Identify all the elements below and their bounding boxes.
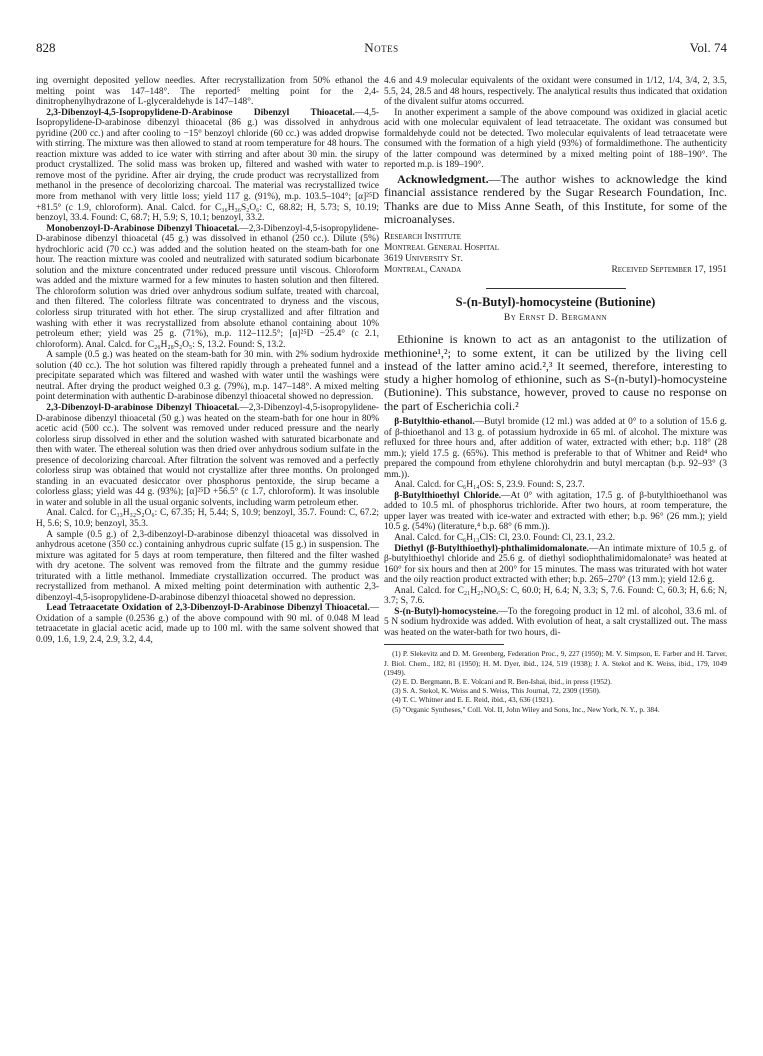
- right-top-paragraphs: [384, 76, 727, 171]
- paragraph-text: —Oxidation of a sample (0.2536 g.) of the above compound with 90 ml. of 0.048 M lead tetraacetate in glacial acetic acid, made up to 100 ml. with the same solvent showed that 0.09, 1.6, 1.9, 2.4, 2.9, 3.2, 4.4,: [36, 603, 379, 645]
- article-title: S-(n-Butyl)-homocysteine (Butionine): [455, 295, 656, 310]
- affiliation-block: [384, 232, 727, 276]
- paragraph-text: Anal. Calcd. for C₆H₁₄OS: S, 23.9. Found: S, 23.7.: [394, 480, 585, 491]
- running-header: [36, 40, 727, 60]
- paragraph-text: —2,3-Dibenzoyl-4,5-isopropylidene-D-arabinose dibenzyl thioacetal (50 g.) was heated on the steam-bath for one hour in 80% acetic acid (500 cc.). The solvent was removed under reduced pressure and the nearly colorless sirup dissolved in ether and the solution washed with saturated bicarbonate and then with water. The ethereal solution was then dried over anhydrous sodium sulfate in the presence of decolorizing charcoal. After filtration the solvent was removed and a perfectly colorless sirup was obtained that would not crystallize after three months. On prolonged standing in an evacuated desiccator over phosphorus pentoxide, the sirup became a colorless glass; yield was 44 g. (93%); [α]²⁵D +56.5° (c 1.7, chloroform). It was insoluble in water and soluble in all the usual organic solvents, including warm petroleum ether.: [36, 402, 379, 508]
- paragraph-heading: 2,3-Dibenzoyl-D-arabinose Dibenzyl Thioacetal.: [46, 402, 240, 413]
- paragraph-text: In another experiment a sample of the above compound was oxidized in glacial acetic acid with one molecular equivalent of lead tetraacetate. The oxidant was consumed but formaldehyde could not be detected. Two molecular equivalents of lead tetraacetate were consumed with the formation of a high yield (93%) of formaldimethone. The authenticity of the latter compound was determined by a mixed melting point of 188–190°. The reported m.p. is 189–190°.: [384, 107, 727, 171]
- article-author: By Ernst D. Bergmann: [503, 312, 608, 323]
- paragraph-text: A sample (0.5 g.) was heated on the steam-bath for 30 min. with 2% sodium hydroxide solution (40 cc.). The hot solution was filtered rapidly through a preheated funnel and a precipitate separated which was filtered and washed with water until the washings were neutral. After drying the product weighed 0.3 g. (79%), m.p. 147–148°. A mixed melting point determination with authentic D-arabinose dibenzyl thioacetal showed no depression.: [36, 350, 379, 403]
- acknowledgment-text: —The author wishes to acknowledge the kind financial assistance rendered by the Sugar Research Foundation, Inc. Thanks are due to Miss Anne Seath, of this Institute, for some of the microanalyses.: [384, 171, 727, 226]
- acknowledgment: [384, 173, 727, 226]
- paragraph-text: 4.6 and 4.9 molecular equivalents of the oxidant were consumed in 1/12, 1/4, 3/4, 2, 3.5, 5.5, 24, 28.5 and 48 hours, respectively. The analytical results thus indicated that oxidation of the divalent sulfur atoms occurred.: [384, 76, 727, 108]
- footnote: (4) T. C. Whitner and E. E. Reid, ibid., 43, 636 (1921).: [392, 695, 554, 705]
- section-divider: [486, 288, 626, 289]
- footnote: (2) E. D. Bergmann, B. E. Volcani and R. Ben-Ishai, ibid., in press (1952).: [392, 677, 612, 687]
- paragraph-text: —2,3-Dibenzoyl-4,5-isopropylidene-D-arabinose dibenzyl thioacetal (45 g.) was dissolved in ethanol (250 cc.). Dilute (5%) hydrochloric acid (70 cc.) was added and the solution heated on the steam-bath for one hour. The reaction mixture was cooled and neutralized with saturated sodium bicarbonate solution and the mixture concentrated under reduced pressure until viscous. Chloroform was added and the mixture warmed for a few minutes to hasten solution and then filtered. The chloroform solution was dried over anhydrous sodium sulfate, treated with charcoal, and then filtered. The colorless filtrate was concentrated to dryness and the viscous, colorless sirup triturated with hot ether. The sirup crystallized and after filtration and washing with ether it was recrystallized from absolute ethanol containing about 10% petroleum ether; yield was 25 g. (71%), m.p. 112–112.5°; [α]²⁵D −25.4° (c 2.1, chloroform). Anal. Calcd. for C₂₆H₂₈S₂O₅: S, 13.2. Found: S, 13.2.: [36, 223, 379, 350]
- paragraph: [384, 76, 727, 108]
- affiliation-line-2: Montreal General Hospital: [384, 243, 500, 254]
- paragraph: [384, 491, 727, 533]
- article-intro: [384, 333, 727, 413]
- paragraph: [384, 607, 727, 639]
- paragraph-text: —An intimate mixture of 10.5 g. of β-butylthioethyl chloride and 25.6 g. of diethyl sodiophthalimidomalonate⁵ was heated at 160° for six hours and then at 200° for 15 minutes. The mass was triturated with hot water and the oily reaction product extracted with ether; b.p. 265–270° (13 mm.); yield 12.6 g.: [384, 543, 727, 586]
- paragraph-heading: Lead Tetraacetate Oxidation of 2,3-Dibenzoyl-D-Arabinose Dibenzyl Thioacetal.: [46, 603, 370, 614]
- paragraph: [36, 508, 379, 529]
- paragraph-heading: Diethyl (β-Butylthioethyl)-phthalimidomalonate.: [394, 543, 589, 554]
- footnote: (3) S. A. Stekol, K. Weiss and S. Weiss, This Journal, 72, 2309 (1950).: [392, 686, 601, 696]
- paragraph-heading: 2,3-Dibenzoyl-4,5-Isopropylidene-D-Arabinose Dibenzyl Thioacetal.: [46, 107, 355, 118]
- paragraph-heading: β-Butylthio-ethanol.: [394, 416, 475, 427]
- paragraph-text: Anal. Calcd. for C₃₃H₃₂S₂O₆: C, 67.35; H, 5.44; S, 10.9; benzoyl, 35.7. Found: C, 67.2; H, 5.6; S, 10.9; benzoyl, 35.3.: [36, 508, 379, 529]
- paragraph: [36, 530, 379, 604]
- volume-label: Vol. 74: [689, 40, 727, 55]
- paragraph-text: —At 0° with agitation, 17.5 g. of β-butylthioethanol was added to 10.5 ml. of phosphorus trichloride. After two hours, at room temperature, the upper layer was treated with ice-water and extracted with ether; b.p. 96° (26 mm.); yield 10.5 g. (54%) (literature,⁴ b.p. 68° (6 mm.)).: [384, 490, 727, 533]
- right-column: [384, 76, 727, 714]
- received-date: Received September 17, 1951: [611, 265, 727, 276]
- paragraph: [36, 603, 379, 645]
- right-body-paragraphs: [384, 417, 727, 638]
- left-column: [36, 76, 379, 646]
- paragraph-text: —4,5-Isopropylidene-D-arabinose dibenzyl thioacetal (86 g.) was dissolved in anhydrous pyridine (200 cc.) and after cooling to −15° benzoyl chloride (60 cc.) was added dropwise with stirring. The mixture was then allowed to stand at room temperature for 48 hours. The reaction mixture was added to ice water with stirring and after about 30 min. the sirupy product crystallized. The solid mass was broken up, filtered and washed with water to remove most of the pyridine. After air drying, the crude product was recrystallized from methanol in the presence of decolorizing charcoal. The material was recrystallized twice more from methanol with very little loss; yield 117 g. (91%), m.p. 103.5–104°; [α]²⁵D +81.5° (c 1.9, chloroform). Anal. Calcd. for C₃₆H₃₆S₂O₆: C, 68.82; H, 5.73; S, 10.19; benzoyl, 33.4. Found: C, 68.7; H, 5.9; S, 10.1; benzoyl, 33.2.: [36, 107, 379, 224]
- affiliation-line-1: Research Institute: [384, 232, 462, 243]
- paragraph: [384, 108, 727, 171]
- paragraph: [36, 108, 379, 224]
- page-number: 828: [36, 40, 56, 55]
- paragraph-heading: β-Butylthioethyl Chloride.: [394, 490, 502, 501]
- paragraph-heading: S-(n-Butyl)-homocysteine.: [394, 606, 499, 617]
- paragraph: [36, 76, 379, 108]
- paragraph: [384, 533, 727, 544]
- footnote: (5) "Organic Syntheses," Coll. Vol. II, John Wiley and Sons, Inc., New York, N. Y., p. 384.: [392, 704, 660, 714]
- paragraph-text: ing overnight deposited yellow needles. After recrystallization from 50% ethanol the melting point was 147–148°. The reported⁵ melting point for the 2,4-dinitrophenylhydrazone of L-glyceraldehyde is 147–148°.: [36, 76, 379, 108]
- section-title: Notes: [364, 40, 399, 55]
- acknowledgment-heading: Acknowledgment.: [397, 171, 489, 186]
- paragraph-text: A sample (0.5 g.) of 2,3-dibenzoyl-D-arabinose dibenzyl thioacetal was dissolved in anhydrous acetone (350 cc.) containing anhydrous cupric sulfate (15 g.) in suspension. The mixture was agitated for 5 days at room temperature, then filtered and the filter washed with dry acetone. The solvent was removed from the filtrate and the gummy residue triturated with a little methanol. Immediate crystallization occurred. The product was recrystallized from methanol. A mixed melting point determination with authentic 2,3-dibenzoyl-4,5-isopropylidene-D-arabinose dibenzyl thioacetal showed no depression.: [36, 529, 379, 603]
- paragraph: [36, 224, 379, 351]
- paragraph-heading: Monobenzoyl-D-Arabinose Dibenzyl Thioacetal.: [46, 223, 240, 234]
- footnotes: [384, 649, 727, 713]
- footnote-rule: [384, 644, 504, 645]
- intro-paragraph: Ethionine is known to act as an antagonist to the utilization of methionine¹,²; to some extent, it can be utilized by the living cell instead of the latter amino acid.²,³ It seemed, therefore, interesting to study a higher homolog of ethionine, such as S-(n-butyl)-homocysteine (Butionine). This substance, however, proved to cause no response on the part of Escherichia coli.²: [384, 332, 727, 413]
- paragraph: [36, 403, 379, 508]
- paragraph-text: —Butyl bromide (12 ml.) was added at 0° to a solution of 15.6 g. of β-thioethanol and 13 g. of potassium hydroxide in 65 ml. of alcohol. The mixture was refluxed for three hours and, after addition of water, extracted with ether; b.p. 118° (28 mm.); yield 17.5 g. (65%). This method is preferable to that of Whitner and Reid⁴ who prepared the compound from ethylene chlorohydrin and butyl mercaptan (b.p. 92–93° (3 mm.)).: [384, 416, 727, 480]
- paragraph: [36, 350, 379, 403]
- paragraph: [384, 544, 727, 586]
- paragraph-text: Anal. Calcd. for C₆H₁₃ClS: Cl, 23.0. Found: Cl, 23.1, 23.2.: [394, 533, 616, 543]
- affiliation-city: Montreal, Canada: [384, 265, 462, 276]
- paragraph-text: Anal. Calcd. for C₂₁H₂₇NO₆S: C, 60.0; H, 6.4; N, 3.3; S, 7.6. Found: C, 60.3; H, 6.6; N, 3.7; S, 7.6.: [384, 585, 727, 607]
- paragraph-text: —To the foregoing product in 12 ml. of alcohol, 33.6 ml. of 5 N sodium hydroxide was added. With evolution of heat, a salt crystallized out. The mass was heated on the water-bath for two hours, di-: [384, 606, 727, 638]
- affiliation-line-3: 3619 University St.: [384, 254, 463, 265]
- paragraph: [384, 417, 727, 480]
- paragraph: [384, 586, 727, 607]
- paragraph: [384, 480, 727, 491]
- footnote: (1) P. Slekevitz and D. M. Greenberg, Federation Proc., 9, 227 (1950); M. V. Simpson, E. Farber and H. Tarver, J. Biol. Chem., 182, 81 (1950); H. M. Dyer, ibid., 124, 519 (1938); J. A. Stekol and K. Weiss, ibid., 179, 1049 (1949).: [384, 649, 727, 677]
